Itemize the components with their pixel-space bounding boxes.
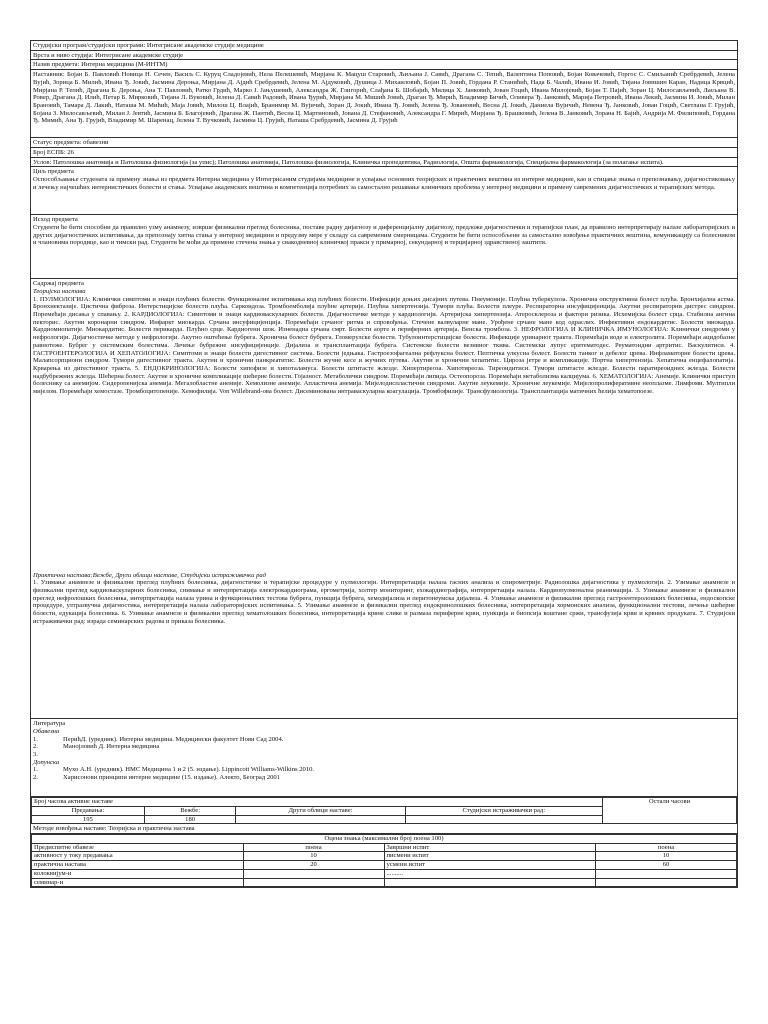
hours-col-other-forms: Други облици наставе: [236,806,405,815]
literature-title: Литература [33,720,66,728]
course-specification-document [30,40,738,888]
program-row: Студијски програм/студијски програми: Интегрисане академске студије медицине [30,40,738,51]
hours-val-exercises: 180 [144,815,236,824]
methods-row: Методе извођења наставе: Теоријска и практична настава [30,824,738,834]
other-hours-label: Остали часови [603,798,737,824]
literature-item: 2. Манојловић Д. Интерна медицина [33,743,160,751]
literature-item: 3. [33,751,38,759]
hours-title: Број часова активне наставе [32,798,603,807]
theory-label: Теоријска настава [33,287,86,295]
hours-val-research [405,815,602,824]
practice-label: Практична настава:Вежбе, Други облици наставе, Студијски истраживачки рад [33,571,266,579]
goal-title: Циљ предмета [33,168,74,176]
required-literature-label: Обавезна [33,727,60,735]
hours-val-lectures: 195 [32,815,145,824]
hours-table [31,797,737,824]
grading-header-points: поена [243,843,384,852]
hours-col-exercises: Вежбе: [144,806,236,815]
grading-header-final: Завршни испит [384,843,596,852]
table-row: активност у току предавања 10 писмени испит 10 [32,852,737,861]
grading-header-points: поена [596,843,737,852]
literature-item: 1. ПерићД. (уредник). Интерна медицина. Медицински факултет Нови Сад 2004. [33,735,284,743]
teachers-row: Наставник: Бојан Б. Павловић Новица Н. Сечен, Васиљ С. Куруц Сладојевић, Нела Пелешевић, Мирјана К. Мацуш Старовић, Љиљана Ј. Савић, Драгана С. Тепић, Валентина Поповић, Бојан Ковачевић, Горгос С. Смиљанић Сребрдевић, Јелена Вујић, Зорица Б. Милић, Ивана Ђ. Јовић, Јасмина Дероња, Мирјана Д. Ајдић Сребрдевић, Јелена М. Ајдуковић, Душица Ј. Михаиловић, Бојан П. Јовић, Гордана Р. Станићић, Нада Б. Чалић, Ивана И. Јовић, Тијана Јовишин Каран, Надица Крвцић, Мирјана Р. Тепић, Драгана Б. Дероња, Ана Т. Павловић, Ратко Грдић, Марко Ј. Јањушевић, Александра Ж. Глигорић, Слађана Б. Шобајић, Милица Х. Јанковић, Јован Гоцић, Ивана Милојевић, Бојан Т. Пајић, Зоран Ц. Милосављевић, Љиљана В. Ровер, Драгана Д. Илић, Петар Б. Мирковић, Тијана Л. Вуковић, Јелена Д. Савић Радовић, Ивана Ђурић, Мирјана М. Мишић Јовић, Драган Ђ. Мирић, Владимир Бичић, Оливера Ђ. Јанковић, Марија Петровић, Ивана Лекић, Јасмина И. Јовић, Милан Брановић, Тамара Д. Лакић, Наташа М. Мићић, Маја Јовић, Милош Ц. Влајић, Бранимир М. Вујичић, Зоран Д. Јокић, Ивана Ђ. Јовић, Јелена Ђ. Јовановић, Весна Д. Јокић, Даниела Вујичић, Невена Ђ. Јанковић, Јован Гоцић, Светлана Г. Грујић, Бојана З. Милосављевић, Милан Ј. Јевтић, Јасмина Б. Благојевић, Драгана Ж. Пантић, Весна Ц. Мартиновић, Јована Д. Стефановић, Александра Г. Мирић, Мирјана Ђ. Брашковић, Јелена В. Јанковић, Зорана Н. Бајић, Андрија М. Филиповић, Гордана Ђ. Мимић, Ана Ђ. Грујић, Владимир М. Шаренац, Јелена Т. Вучковић, Јасмина Ц. Грујић, Наташа Сребрдевић, Јасмина Д. Грујић [30,70,738,138]
grading-title: Оцена знања (максимални број поена 100) [32,835,737,844]
practice-text: 1. Узимање анамнезе и физикални преглед плућних болесника, дијагностичке и терапијске процедуре у пулмологији. Интерпретација налаза гасних анализа и спирометрије. Радиолошка дијагностика у пулмологији. 2. Узимање анамнезе и физикални преглед кардиоваскуларних болесника, снимање и интерпретација електрокардиограма, ергометрија, холтер мониторинг, ехокардиографија, интерпретација налаза. Кардиопулмонална реанимација. 3. Узимање анамнезе и физикални преглед нефролошких болесника, интерпретација налаза урина и функционалних тестова бубрега, пункција бубрега, хемодијализа и перитонеумска дијализа. 4. Узимање анамнезе и физикални преглед гастроентеролошких болесника, ендоскопске процедуре, ултразвучна дијагностика, интерпретација налаза лабораторијских испитивања. 5. Узимање анамнезе и физикални преглед ендокринолошких болесника, интерпретација хормонских анализа, функционални тестови, лечење шећерне болести, едукација болесника. 6. Узимање анамнезе и физикални преглед хематолошких болесника, интерпретација крвне слике и размаза периферне крви, пункција и биопсија коштане сржи, трансфузија крви и крвних продуката. 7. Студијски истраживачки рад: израда семинарских радова и приказа болесника. [33,579,735,625]
course-name-row: Назив предмета: Интерна медицина (М-ИНТМ) [30,60,738,70]
study-type-row: Врста и ниво студија: Интегрисане академске студије [30,51,738,61]
table-row: семинар-и [32,878,737,887]
hours-section [30,797,738,824]
condition-row: Услов: Патолошка анатомија и Патолошка физиологија (за упис); Патолошка анатомија, Патолошка физиологија, Клиничка пропедевтика, Радиологија, Општа фармакологија, Специјална фармакологија (за полагање испита). [30,158,738,168]
grading-header-pre: Предиспитне обавезе [32,843,244,852]
table-row: практична настава 20 усмени испит 60 [32,861,737,870]
literature-item: 2. Харисонови принципи интерне медицине (15. издање). Алекто, Београд 2001 [33,774,281,782]
outcome-title: Исход предмета [33,216,78,224]
content-section [30,279,738,719]
content-title: Садржај предмета [33,280,84,288]
theory-text: 1. ПУЛМОЛОГИЈА: Клинички симптоми и знаци плућних болести. Функционалне испитивања код плућних болести. Инфекције доњих дисајних путева. Пнеумоније. Плућна туберкулоза. Хронична опструктивна болест плућа. Бронхијална астма. Бронхиектазије. Цистична фиброза. Интерстицијске болести плућа. Саркоидоза. Тромбоемболија плућне артерије. Плућна хипертензија. Тумори плућа. Болести плеуре. Респираторна инсуфицијенција. Акутни респираторни дистрес синдром. Поремећаји дисања у спавању. 2. КАРДИОЛОГИЈА: Симптоми и знаци кардиоваскуларних болести. Дијагностичке методе у кардиологији. Артеријска хипертензија. Атеросклероза и фактори ризика. Исхемијска болест срца. Стабилна ангина пекторис. Акутни коронарни синдром. Инфаркт миокарда. Срчана инсуфицијенција. Поремећаји срчаног ритма и спровођења. Стечене валвуларне мане. Урођене срчане мане код одраслих. Инфективни ендокардитис. Болести миокарда. Кардиомиопатије. Миокардитис. Болести перикарда. Плућно срце. Кардиогени шок. Изненадна срчана смрт. Болести аорте и периферних артерија. Венска тромбоза. 3. НЕФРОЛОГИЈА И КЛИНИЧКА ИМУНОЛОГИЈА: Клинички синдроми у нефрологији. Дијагностичке методе у нефрологији. Акутно оштећење бубрега. Хронична болест бубрега. Гломерулске болести. Тубулоинтерстицијске болести. Инфекције уринарног тракта. Поремећаји воде и електролита. Поремећаји ацидобазне равнотеже. Бубрег у системским болестима. Лечење бубрежне инсуфицијенције. Дијализа и трансплантација бубрега. Системске болести везивног ткива. Системски лупус еритематодес. Реуматоидни артритис. Васкулитиси. 4. ГАСТРОЕНТЕРОЛОГИЈА И ХЕПАТОЛОГИЈА: Симптоми и знаци болести дигестивног система. Болести једњака. Гастроезофагеална рефлуксна болест. Пептичка улкусна болест. Болести танког и дебелог црева. Инфламаторне болести црева. Малапсорпциони синдром. Тумори дигестивног тракта. Акутни и хронични панкреатитис. Болести жучне кесе и жучних путева. Акутни и хронични хепатитис. Цироза јетре и компликације. Портна хипертензија. Хепатична енцефалопатија. Крварења из дигестивног тракта. 5. ЕНДОКРИНОЛОГИЈА: Болести хипофизе и хипоталамуса. Болести штитасте жлезде. Хипертиреоза. Хипотиреоза. Тиреоидитиси. Тумори штитасте жлезде. Болести паратиреоидних жлезда. Болести надбубрежних жлезда. Шећерна болест. Акутне и хроничне компликације шећерне болести. Гојазност. Метаболички синдром. Поремећаји липида. Остеопороза. Поремећаји метаболизма калцијума. 6. ХЕМАТОЛОГИЈА: Анемије. Клинички приступ болеснику са анемијом. Сидеропенијска анемија. Мегалобластне анемије. Хемолизне анемије. Апластична анемија. Мијелодиспластични синдроми. Акутне леукемије. Хроничне леукемије. Мијелопролиферативне неоплазме. Лимфоми. Мултипли мијелом. Поремећаји хемостазе. Тромбоцитопеније. Хемофилија. Von Willebrand-ова болест. Дисеминована интраваскуларна коагулација. Тромбофилије. Трансфузиологија. Трансплантација матичних ћелија хематопоезе. [33,295,735,396]
additional-literature-label: Допунска [33,758,60,766]
goal-text: Оспособљавање студената за примену знања из предмета Интерна медицина у Интегрисаним студијама медицине и усвајање основних теоријских и практичних вештина из интерне медицине, као и стицање знања о препознавању, дијагностиковању и лечењу најчешћих интернистичких болести и стања. Усвајање академских вештина и компетенција потребних за самостално решавање клиничких проблема у интерној медицини и примену савремених дијагностичких и терапијских метода. [33,175,735,191]
grading-table [31,834,737,887]
status-row: Статус предмета: обавезни [30,138,738,148]
hours-col-lectures: Предавања: [32,806,145,815]
hours-col-research: Студијски истраживачки рад: [405,806,602,815]
literature-item: 1. Мухо А.Н. (уредник). НМС Медицина 1 и 2 (5. издање). Lippincott Williams-Wilkins 2010. [33,766,315,774]
outcome-section [30,215,738,279]
goal-section [30,167,738,215]
hours-val-other-forms [236,815,405,824]
literature-section [30,719,738,797]
table-row: колоквијум-и .......... [32,869,737,878]
espb-row: Број ЕСПБ: 26 [30,148,738,158]
outcome-text: Студенти ће бити способни да правилно узму анамнезу, изврше физикални преглед болесника, поставе радну дијагнозу и диференцијалну дијагнозу, предложе дијагностички и терапијски план, да правилно интерпретирају налазе лабораторијских и других дијагностичких испитивања, да препознају хитна стања у интерној медицини и предузму мере у складу са савременим смерницама. Студенти ће бити оспособљени за самостално извођење практичних вештина, комуникацију са болесником и члановима породице, као и тимски рад. Студенти ће моћи да примене стечена знања у свакодневној клиничкој пракси у примарној, секундарној и терцијарној здравственој заштити. [33,223,735,247]
grading-section [30,834,738,888]
